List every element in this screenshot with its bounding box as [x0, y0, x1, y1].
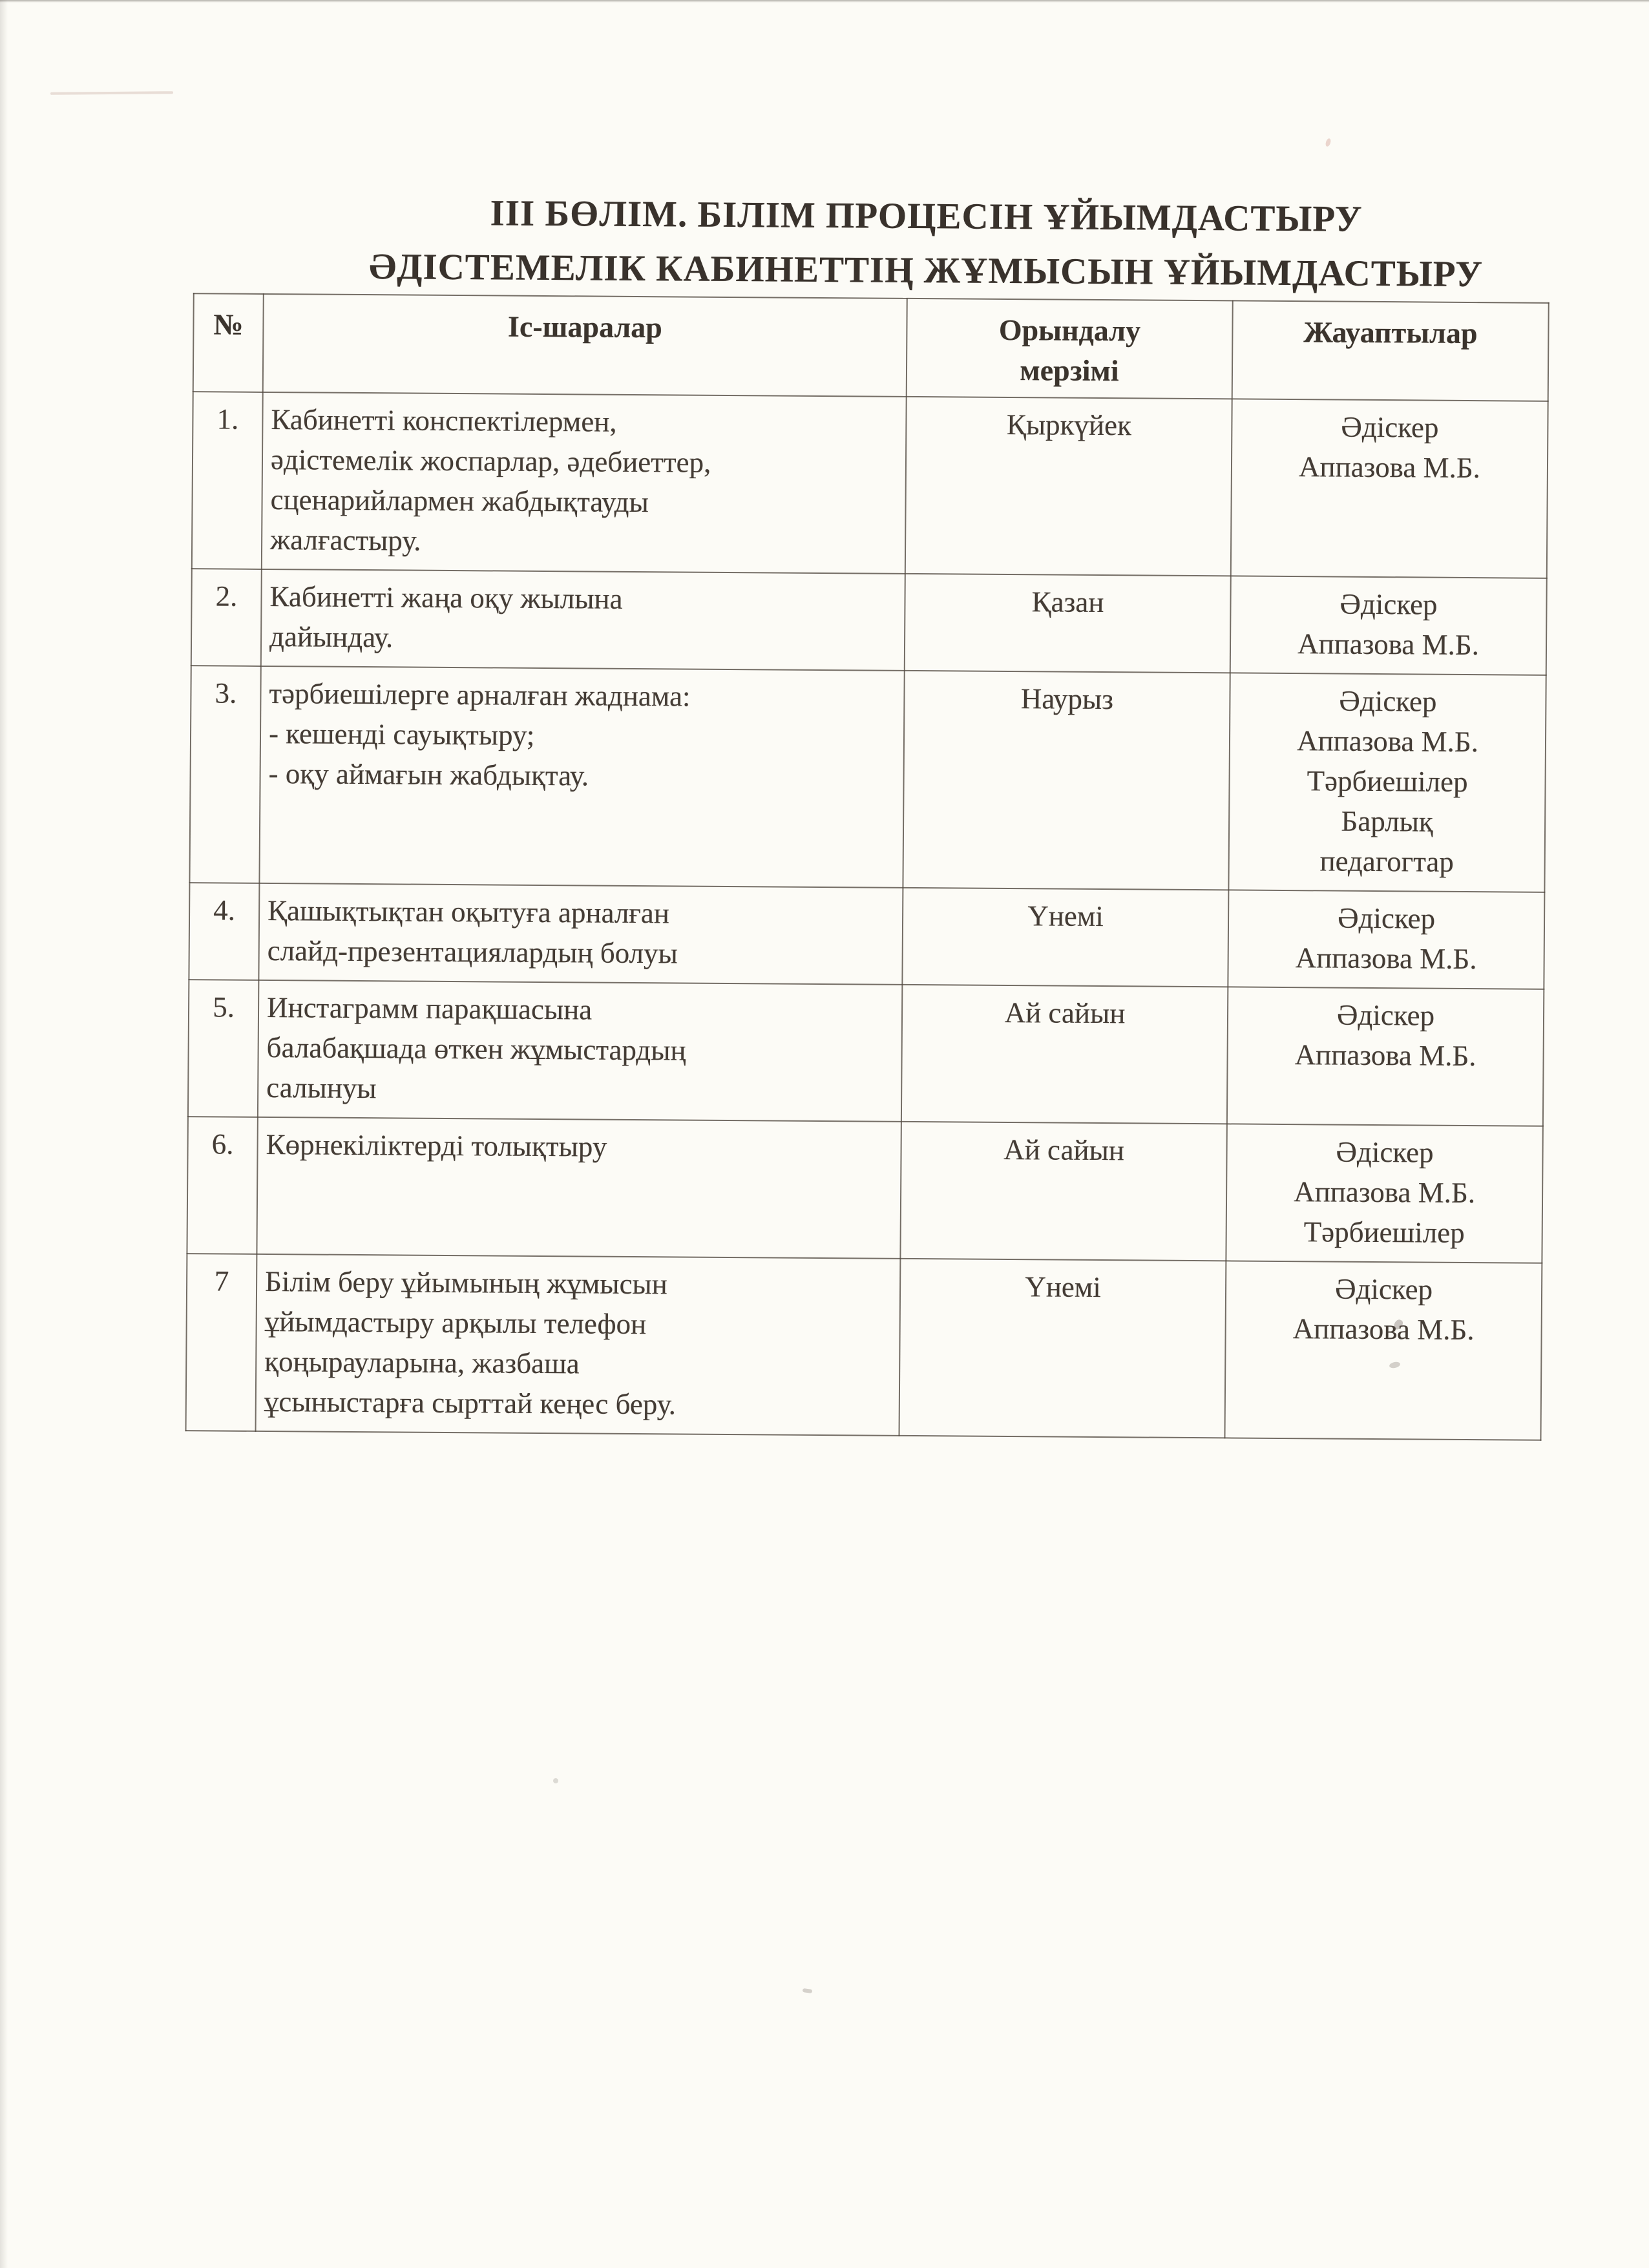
activity-line: әдістемелік жоспарлар, әдебиеттер,	[270, 443, 711, 479]
table-row	[189, 666, 1546, 892]
responsible-line: Әдіскер	[1341, 410, 1439, 444]
page-title-line-2: ӘДІСТЕМЕЛІК КАБИНЕТТІҢ ЖҰМЫСЫН ҰЙЫМДАСТЫРУ	[368, 246, 1484, 295]
responsible-line: Әдіскер	[1334, 1272, 1433, 1306]
responsible-line: Әдіскер	[1339, 587, 1438, 621]
header-row	[193, 293, 1549, 401]
responsible-line: Аппазова М.Б.	[1295, 941, 1477, 976]
header-activity	[263, 294, 907, 397]
table-header	[193, 293, 1549, 401]
page-title-line-1: III БӨЛІМ. БІЛІМ ПРОЦЕСІН ҰЙЫМДАСТЫРУ	[490, 193, 1363, 240]
responsible-line: Барлық	[1341, 804, 1433, 838]
responsible-line: Аппазова М.Б.	[1297, 627, 1480, 662]
responsible-line: Әдіскер	[1336, 1135, 1434, 1169]
activities-table	[185, 293, 1549, 1441]
header-activity-label: Іс-шаралар	[507, 310, 663, 344]
responsible-line: Әдіскер	[1339, 684, 1437, 718]
term-cell: Наурыз	[903, 671, 1230, 890]
term-cell: Қыркүйек	[905, 397, 1232, 576]
row-number-cell: 7	[186, 1254, 257, 1431]
responsible-cell	[1227, 987, 1544, 1126]
activity-cell	[261, 569, 905, 671]
term-cell: Қазан	[905, 574, 1231, 673]
responsible-line: Аппазова М.Б.	[1296, 724, 1479, 759]
scan-artifact	[553, 1778, 558, 1783]
activity-line: Қашықтықтан оқытуға арналған	[267, 894, 670, 930]
activity-line: слайд-презентациялардың болуы	[267, 934, 678, 970]
header-responsible-label: Жауаптылар	[1303, 315, 1478, 350]
activity-line: ұсыныстарға сырттай кеңес беру.	[264, 1385, 677, 1421]
responsible-line: педагогтар	[1319, 845, 1455, 878]
activity-line: сценарийлармен жабдықтауды	[270, 483, 649, 519]
responsible-cell	[1228, 890, 1544, 989]
responsible-cell	[1231, 399, 1548, 578]
row-number-cell: 6.	[187, 1117, 257, 1254]
responsible-line: Әдіскер	[1337, 901, 1436, 935]
row-number-cell: 5.	[188, 980, 258, 1117]
responsible-line: Аппазова М.Б.	[1292, 1312, 1475, 1347]
term-cell: Ай сайын	[901, 985, 1228, 1124]
table-row	[188, 980, 1544, 1126]
responsible-cell	[1226, 1124, 1542, 1263]
activity-cell	[258, 883, 903, 985]
header-term-label: Орындалу мерзімі	[998, 313, 1141, 388]
activity-line: ұйымдастыру арқылы телефон	[264, 1305, 647, 1341]
responsible-line: Аппазова М.Б.	[1294, 1175, 1476, 1210]
header-responsible	[1232, 300, 1549, 401]
term-cell: Ай сайын	[900, 1122, 1226, 1261]
responsible-cell	[1228, 673, 1546, 892]
activity-line: тәрбиешілерге арналған жаднама:	[269, 677, 691, 713]
activity-line: - оқу аймағын жабдықтау.	[268, 757, 589, 792]
activity-line: Инстаграмм парақшасына	[266, 991, 593, 1026]
responsible-line: Тәрбиешілер	[1303, 1215, 1465, 1249]
responsible-line: Тәрбиешілер	[1307, 764, 1468, 798]
activity-line: қоңырауларына, жазбаша	[264, 1345, 580, 1380]
responsible-cell	[1224, 1261, 1542, 1440]
header-term	[907, 299, 1233, 399]
activity-cell	[262, 392, 907, 574]
activity-line: жалғастыру.	[269, 523, 421, 557]
row-number-cell: 3.	[189, 666, 260, 883]
table-row	[187, 1117, 1542, 1263]
activity-cell	[258, 980, 902, 1122]
activity-line: Білім беру ұйымының жұмысын	[264, 1265, 668, 1301]
term-cell: Үнемі	[902, 888, 1228, 987]
activity-line: Көрнекіліктерді толықтыру	[266, 1128, 607, 1163]
table-row	[191, 569, 1547, 675]
table-row	[192, 392, 1548, 578]
row-number-cell: 2.	[191, 569, 262, 666]
scan-artifact	[803, 1988, 813, 1993]
activity-line: салынуы	[266, 1071, 377, 1105]
responsible-line: Аппазова М.Б.	[1298, 450, 1481, 485]
activity-cell	[257, 1117, 901, 1259]
activity-cell	[259, 666, 904, 888]
activity-line: Кабинетті жаңа оқу жылына	[269, 580, 623, 615]
responsible-line: Аппазова М.Б.	[1294, 1038, 1476, 1073]
activity-line: дайындау.	[269, 620, 394, 654]
responsible-line: Әдіскер	[1336, 998, 1435, 1032]
header-number	[193, 293, 264, 392]
activity-line: Кабинетті конспектілермен,	[271, 403, 617, 438]
row-number-cell: 4.	[189, 883, 259, 980]
activity-line: балабақшада өткен жұмыстардың	[266, 1031, 686, 1067]
header-number-label: №	[213, 308, 244, 341]
term-cell: Үнемі	[899, 1259, 1226, 1438]
activity-cell	[256, 1254, 901, 1436]
table-row	[189, 883, 1544, 989]
row-number-cell: 1.	[192, 392, 263, 569]
document-title	[101, 184, 1649, 304]
table-body	[186, 392, 1548, 1440]
responsible-cell	[1230, 576, 1547, 675]
table-row	[186, 1254, 1542, 1440]
activity-line: - кешенді сауықтыру;	[268, 717, 535, 751]
